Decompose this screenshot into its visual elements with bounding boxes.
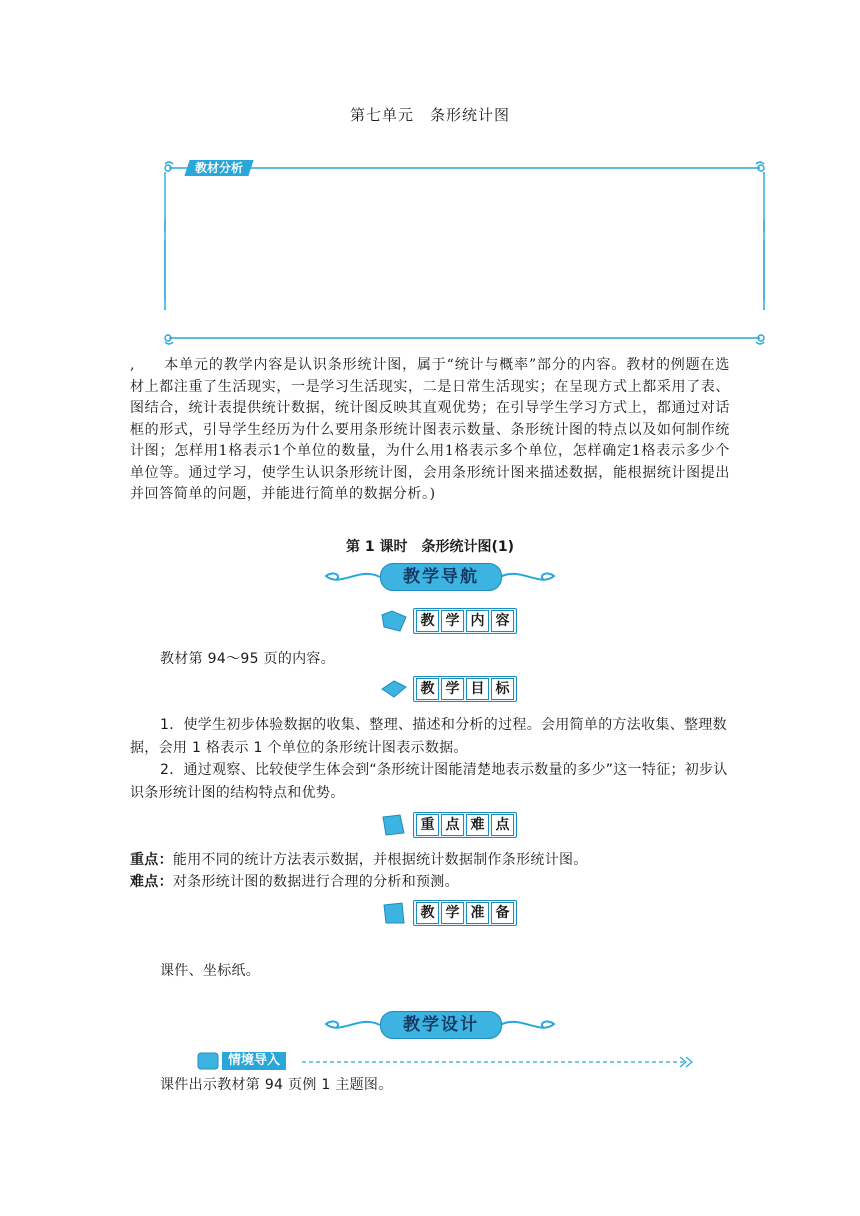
title-char: 教: [416, 610, 439, 632]
diff-label: 难点：: [130, 874, 173, 890]
title-char: 容: [491, 610, 514, 632]
folder-icon: [380, 609, 408, 633]
key-text: 能用不同的统计方法表示数据，并根据统计数据制作条形统计图。: [172, 852, 588, 868]
unit-title: 第七单元 条形统计图: [349, 106, 510, 124]
frame-border-graphic: [163, 160, 766, 346]
intro-comma: ,: [130, 357, 136, 373]
content-text: 教材第 94～95 页的内容。: [160, 651, 336, 667]
section-content-title: [413, 608, 517, 634]
title-char: 难: [466, 814, 489, 836]
section-content: [380, 608, 520, 636]
intro-section-header: [196, 1050, 696, 1072]
final-text: 课件出示教材第 94 页例 1 主题图。: [160, 1077, 393, 1093]
document-icon: [380, 901, 408, 925]
title-char: 重: [416, 814, 439, 836]
prep-text: 课件、坐标纸。: [160, 963, 261, 979]
title-char: 准: [466, 902, 489, 924]
banner-design-label: 教学设计: [380, 1011, 502, 1039]
title-char: 教: [416, 902, 439, 924]
section-prep: [380, 900, 520, 928]
section-prep-title: [413, 900, 517, 926]
section-key-title: [413, 812, 517, 838]
title-char: 点: [441, 814, 464, 836]
analysis-tag: 教材分析: [184, 160, 253, 176]
banner-teaching-nav: [320, 562, 560, 592]
banner-nav-label: 教学导航: [380, 563, 502, 591]
title-char: 教: [416, 678, 439, 700]
analysis-frame: [163, 160, 766, 346]
intro-tag: 情境导入: [222, 1052, 286, 1070]
intro-text: 本单元的教学内容是认识条形统计图，属于“统计与概率”部分的内容。教材的例题在选材上都注重了生活现实，一是学习生活现实，二是日常生活现实；在呈现方式上都采用了表、图结合，统计表提供统计数据，统计图反映其直观优势；在引导学生学习方式上，都通过对话框的形式，引导学生经历为什么要用条形统计图表示数量、条形统计图的特点以及如何制作统计图；怎样用1格表示1个单位的数量，为什么用1格表示多个单位，怎样确定1格表示多少个单位等。通过学习，使学生认识条形统计图，会用条形统计图来描述数据，能根据统计图提出并回答简单的问题，并能进行简单的数据分析。): [130, 357, 730, 502]
goal-1: 1．使学生初步体验数据的收集、整理、描述和分析的过程。会用简单的方法收集、整理数据，会用 1 格表示 1 个单位的条形统计图表示数据。: [130, 717, 727, 756]
paper-icon: [380, 813, 408, 837]
title-char: 学: [441, 902, 464, 924]
title-char: 标: [491, 678, 514, 700]
difficulty-point: [130, 871, 730, 894]
title-char: 内: [466, 610, 489, 632]
title-char: 目: [466, 678, 489, 700]
title-char: 学: [441, 678, 464, 700]
key-label: 重点：: [130, 852, 173, 868]
goal-2: 2．通过观察、比较使学生体会到“条形统计图能清楚地表示数量的多少”这一特征；初步认识条形统计图的结构特点和优势。: [130, 762, 728, 801]
lesson-title: 第 1 课时 条形统计图(1): [345, 539, 515, 555]
diff-text: 对条形统计图的数据进行合理的分析和预测。: [172, 874, 459, 890]
section-key-points: [380, 812, 520, 840]
title-char: 点: [491, 814, 514, 836]
section-goals-title: [413, 676, 517, 702]
intro-paragraph: [130, 355, 730, 506]
key-point: [130, 849, 730, 872]
section-goals: [380, 676, 520, 704]
banner-teaching-design: [320, 1010, 560, 1040]
title-char: 备: [491, 902, 514, 924]
book-icon: [380, 677, 408, 701]
title-char: 学: [441, 610, 464, 632]
